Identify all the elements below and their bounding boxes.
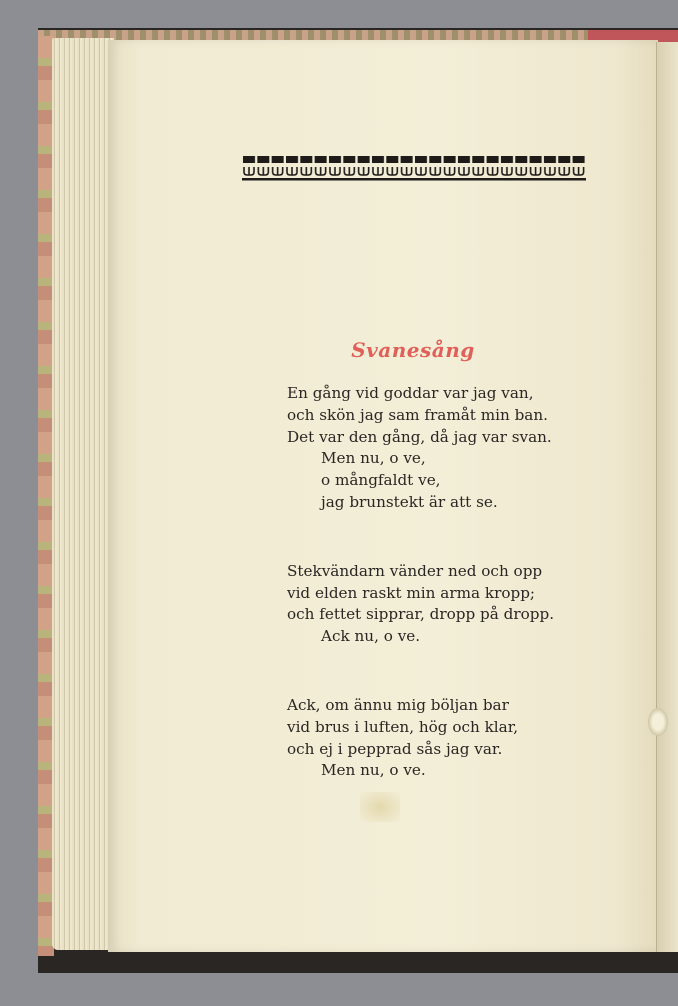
poem-line: Ack nu, o ve. <box>321 627 421 646</box>
poem-body <box>287 383 587 829</box>
poem-line: Men nu, o ve, <box>321 449 426 468</box>
poem-line: o mångfaldt ve, <box>321 471 441 490</box>
poem-title <box>0 338 678 362</box>
poem-line: och fettet sipprar, dropp på dropp. <box>287 605 555 624</box>
poem-line: och skön jag sam framåt min ban. <box>287 405 548 424</box>
poem-line: vid elden raskt min arma kropp; <box>287 583 536 602</box>
paper-hole <box>648 708 668 736</box>
next-page-edge <box>656 42 678 952</box>
stanza <box>287 561 587 648</box>
poem-line: och ej i pepprad sås jag var. <box>287 739 503 758</box>
poem-line: jag brunstekt är att se. <box>321 492 498 511</box>
ornament-border-icon <box>242 155 586 183</box>
poem-line: Ack, om ännu mig böljan bar <box>287 695 509 714</box>
poem-line: Men nu, o ve. <box>321 761 426 780</box>
poem-title-text: Svanesång <box>351 338 475 362</box>
poem-line: En gång vid goddar var jag van, <box>287 384 534 402</box>
poem-line: Stekvändarn vänder ned och opp <box>287 561 543 580</box>
poem-line: Det var den gång, då jag var svan. <box>287 427 552 446</box>
stanza <box>287 383 587 514</box>
poem-line: vid brus i luften, hög och klar, <box>287 717 519 736</box>
stanza <box>287 695 587 782</box>
page-stack <box>52 38 114 950</box>
